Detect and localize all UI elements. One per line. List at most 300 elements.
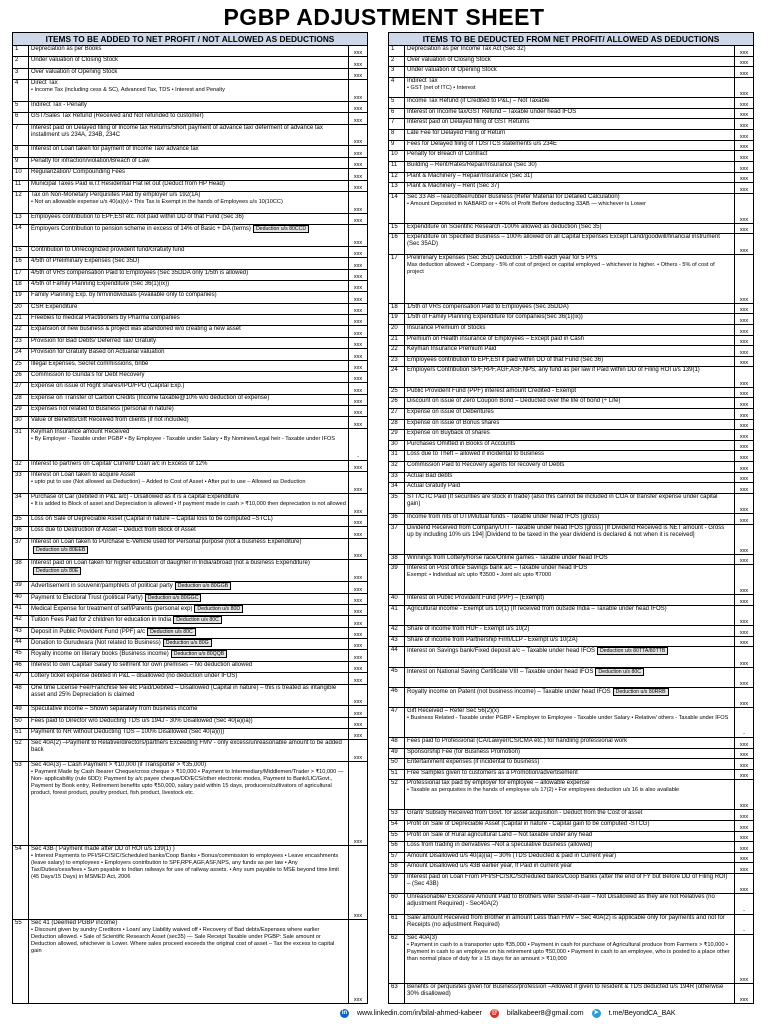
row-amount: xxx xyxy=(739,741,749,748)
row-main-text: Lottery ticket expense debited in P&L – disallowed (no deduction under IFOS) xyxy=(31,673,238,680)
row-number: 48 xyxy=(389,738,405,748)
row-amount: xxx xyxy=(739,598,749,605)
row-number: 10 xyxy=(389,151,405,161)
row-sub-points: Max deduction allowed: • Company - 5% of cost of project or capital employed – whichever is higher. • Others - 5% of cost of project xyxy=(407,261,715,275)
row-number: 17 xyxy=(13,270,29,280)
row-amount: xxx xyxy=(353,465,363,472)
row-main-text: Late Fee for Delayed Filing of Return xyxy=(407,130,506,136)
row-text xyxy=(405,67,735,77)
table-row xyxy=(13,181,367,192)
row-text xyxy=(405,749,735,759)
row-amount: xxx xyxy=(739,339,749,346)
row-amount: xxx xyxy=(353,73,363,80)
table-row xyxy=(389,708,753,738)
table-row xyxy=(389,462,753,473)
row-number: 36 xyxy=(13,527,29,537)
table-row xyxy=(389,935,753,984)
row-main-text: Income from nits of UTI/Mutual funds - Taxable under head IFOS (gross) xyxy=(407,514,600,521)
row-number: 2 xyxy=(389,57,405,67)
row-number: 50 xyxy=(13,718,29,728)
deduction-header: ITEMS TO BE DEDUCTED FROM NET PROFIT/ ALLOWED AS DEDUCTIONS xyxy=(389,33,753,46)
row-main-text: Professional tax paid by employer for employee – allowable expense xyxy=(407,780,590,787)
row-sub-points: • Interest Payments to PFI/SFC/SIC/Scheduled banks/Coop Banks • Bonus/commission to employees • Leave encashments (leave salary) to employees • Employers contribution to SPF,RPF,AGF,ASF,NPS, any funds as per law • Any Tax/Duties/cess/fees • Sum payable to Indian railways for use of railway assets. • Any sum payable to MSE beyond time limit (45 Days/15 Days) in MSMED Act, 2006 xyxy=(31,853,339,881)
row-amount: xxx xyxy=(739,154,749,161)
row-text xyxy=(29,225,349,246)
table-row xyxy=(13,192,367,214)
row-number: 19 xyxy=(389,314,405,324)
row-main-text: Value of Benefits/Gift Received from clients (if not included) xyxy=(31,417,189,424)
row-main-text: Over valuation of Closing Stock xyxy=(407,56,491,63)
row-main-text: Municipal Taxes Paid w.r.t Residential Flat let out (Deduct from HP Head) xyxy=(31,180,225,187)
table-row xyxy=(389,109,753,120)
row-amount: xxx xyxy=(353,162,363,169)
telegram-link[interactable]: t.me/BeyondCA_BAK xyxy=(608,1010,676,1017)
row-main-text: Grant/ Subsidy Received from Govt. for asset acquisition - Deduct from the Cost of asset xyxy=(407,810,643,817)
row-main-text: Interest on Public Provident Fund (PPF) – (Exempt) xyxy=(407,595,545,602)
row-amount: xxx xyxy=(739,476,749,483)
deduction-badge: Deduction u/s 80EEB xyxy=(33,546,88,554)
row-amount: xxx xyxy=(353,184,363,191)
row-text xyxy=(29,281,349,291)
row-number: 23 xyxy=(389,357,405,367)
row-text xyxy=(405,759,735,769)
row-number: 22 xyxy=(13,326,29,336)
row-number: 28 xyxy=(389,420,405,430)
row-number: 46 xyxy=(13,662,29,672)
row-main-text: Premium on Health insurance of Employees – Except paid in Cash xyxy=(407,335,585,342)
row-main-text: Advertisement in souvenir/pamphlets of political party xyxy=(31,583,173,590)
row-main-text: Indirect Tax - Penalty xyxy=(31,101,87,108)
row-number: 4 xyxy=(389,78,405,97)
row-text xyxy=(29,80,349,101)
row-text xyxy=(29,429,349,460)
row-text xyxy=(29,461,349,471)
table-row xyxy=(13,258,367,269)
row-text xyxy=(405,606,735,625)
row-main-text: Sec 33 AB –Tea/coffee/rubber Business (Refer Material for Detailed Calculation) xyxy=(407,193,620,200)
row-main-text: Fees for Delayed filing of TDS/TCS statements u/s 234E xyxy=(407,140,557,147)
row-amount: xxx xyxy=(353,319,363,326)
row-number: 41 xyxy=(13,605,29,615)
table-row xyxy=(13,639,367,650)
table-row xyxy=(389,441,753,452)
row-number: 20 xyxy=(13,304,29,314)
row-text xyxy=(405,688,735,707)
row-text xyxy=(405,367,735,386)
row-main-text: Interest paid on Loan From PFI/SFC/SIC/Scheduled banks/Coop Banks (after the end of FY but Before DD of Filing ROI) – (Sec 43B) xyxy=(407,874,728,887)
row-number: 56 xyxy=(389,842,405,852)
row-text xyxy=(29,146,349,156)
row-number: 20 xyxy=(389,325,405,335)
row-number: 40 xyxy=(389,595,405,605)
row-amount: xxx xyxy=(739,328,749,335)
row-text xyxy=(29,639,349,649)
row-main-text: Profit on Sale of Depreciable Asset (Capital in nature - Capital gain to be computed -STCG) xyxy=(407,820,650,827)
row-text xyxy=(405,810,735,820)
table-row xyxy=(389,78,753,98)
row-amount: xxx xyxy=(353,733,363,740)
row-text xyxy=(405,224,735,234)
row-text xyxy=(405,647,735,666)
row-amount: xxx xyxy=(739,997,749,1004)
row-main-text: Sec 43B ( Payment made after DD of ROI u/s 139(1) ) xyxy=(31,846,175,853)
row-text xyxy=(405,325,735,335)
row-main-text: 4/5th of Preliminary Expenses (Sec 35D) xyxy=(31,258,140,265)
table-row xyxy=(389,119,753,130)
table-row xyxy=(13,80,367,102)
row-text xyxy=(405,398,735,408)
row-text xyxy=(405,832,735,842)
row-number: 9 xyxy=(389,141,405,151)
row-text xyxy=(405,473,735,483)
table-row xyxy=(389,525,753,555)
table-row xyxy=(389,894,753,914)
row-number: 33 xyxy=(13,472,29,493)
row-text xyxy=(405,441,735,451)
row-main-text: Payment to Electoral Trust (political Party) xyxy=(31,594,143,601)
row-text xyxy=(405,409,735,419)
row-text xyxy=(29,527,349,537)
row-main-text: Penalty for Breach of Contract xyxy=(407,151,488,158)
row-amount: xxx xyxy=(353,609,363,616)
row-main-text: Share of income from Partnership Firm/LLP - Exempt u/s 10(2A) xyxy=(407,636,578,643)
row-main-text: 4/5th of Family Planning Expenditure (Sec 36(1)(ix)) xyxy=(31,280,170,287)
row-number: 9 xyxy=(13,158,29,168)
row-amount: xxx xyxy=(739,588,749,595)
row-number: 26 xyxy=(389,398,405,408)
row-text xyxy=(29,539,349,560)
row-amount: xxx xyxy=(353,330,363,337)
table-row xyxy=(13,920,367,1003)
row-amount: xxx xyxy=(353,308,363,315)
row-amount: xxx xyxy=(739,91,749,98)
row-sub-points: • Taxable as perquisites in the hands of employee u/s 17(2) • For employees deduction u/s 16 is also available xyxy=(407,787,680,794)
page-title: PGBP ADJUSTMENT SHEET xyxy=(223,4,545,30)
row-number: 30 xyxy=(13,417,29,427)
table-row xyxy=(13,685,367,707)
row-text xyxy=(29,181,349,191)
row-number: 46 xyxy=(389,688,405,707)
table-row xyxy=(389,357,753,368)
row-main-text: Sec 40A(3) – Cash Payment > ₹10,000 (if Transporter > ₹35,000) xyxy=(31,762,207,769)
table-row xyxy=(13,315,367,326)
table-row xyxy=(13,326,367,337)
row-amount: xxx xyxy=(739,762,749,769)
table-row xyxy=(13,472,367,494)
row-number: 19 xyxy=(13,292,29,302)
row-amount: xxx xyxy=(353,94,363,101)
row-main-text: Share of income from HUF - Exempt u/s 10(2) xyxy=(407,626,530,632)
row-number: 18 xyxy=(13,281,29,291)
row-main-text: Insurance Premium of Stocks xyxy=(407,324,486,331)
row-text xyxy=(405,668,735,687)
deduction-badge: Deduction u/s 80GGB xyxy=(175,582,231,590)
row-amount: xxx xyxy=(353,666,363,673)
row-text xyxy=(405,336,735,346)
row-text xyxy=(405,130,735,140)
table-row xyxy=(13,146,367,157)
table-row xyxy=(13,270,367,281)
row-main-text: Unreasonable/ Excessive Amount Paid to Brothers wife/ Sister-in-law – Not Disallowed as they are not Relatives (no adjustment Required) - Sec40A(2) xyxy=(407,894,715,908)
linkedin-icon: in xyxy=(341,1010,348,1016)
row-number: 18 xyxy=(389,304,405,314)
row-main-text: Interest to own Capital/ Salary to self/rent for own premises – No deduction allowed xyxy=(31,661,253,668)
row-amount: xxx xyxy=(353,996,363,1003)
table-row xyxy=(13,69,367,80)
row-text xyxy=(405,483,735,493)
table-row xyxy=(389,565,753,595)
row-amount: xxx xyxy=(353,710,363,717)
deduction-badge: Deduction u/s 80D xyxy=(194,605,243,613)
row-main-text: Over valuation of Opening Stock xyxy=(31,68,118,75)
row-text xyxy=(405,494,735,513)
deduction-badge: Deduction u/s 80QQB xyxy=(171,650,227,658)
row-amount: xxx xyxy=(353,173,363,180)
row-text xyxy=(405,863,735,873)
row-number: 32 xyxy=(13,461,29,471)
table-row xyxy=(13,125,367,147)
row-amount: xxx xyxy=(739,101,749,108)
table-row xyxy=(13,247,367,258)
row-main-text: Sponsorship Fee (for Business Promotion) xyxy=(407,748,521,755)
table-row xyxy=(13,461,367,472)
row-sub-points: • upto put to use (Not allowed as Deduction) – Added to Cost of Asset • After put to use – Allowed as Deduction xyxy=(31,479,306,486)
table-row xyxy=(389,367,753,387)
row-amount: xxx xyxy=(739,216,749,223)
row-main-text: Expense on Transfer of Carbon Credits (Income taxable@10% w/o deduction of expense) xyxy=(31,394,270,401)
add-back-header: ITEMS TO BE ADDED TO NET PROFIT / NOT ALLOWED AS DEDUCTIONS xyxy=(13,33,367,46)
row-amount: xxx xyxy=(353,410,363,417)
row-text xyxy=(405,314,735,324)
row-number: 30 xyxy=(389,441,405,451)
row-number: 63 xyxy=(389,984,405,1003)
row-text xyxy=(405,821,735,831)
row-number: 21 xyxy=(13,315,29,325)
row-text xyxy=(29,594,349,604)
row-main-text: Donation to Gurudwara (Not related to Business) xyxy=(31,640,161,647)
row-main-text: 1/5th of Family Planning Expenditure for companies(Sec 36(1)(ix)) xyxy=(407,314,583,321)
telegram-icon: ➤ xyxy=(593,1010,599,1016)
row-amount: xxx xyxy=(353,364,363,371)
row-number: 34 xyxy=(13,494,29,515)
row-amount: xxx xyxy=(353,620,363,627)
table-row xyxy=(389,780,753,810)
row-number: 27 xyxy=(389,409,405,419)
row-amount: xxx xyxy=(353,262,363,269)
row-number: 21 xyxy=(389,336,405,346)
row-amount: xxx xyxy=(739,165,749,172)
table-row xyxy=(389,57,753,68)
linkedin-link[interactable]: www.linkedin.com/in/bilal-ahmed-kabeer xyxy=(357,1010,482,1017)
row-number: 43 xyxy=(389,637,405,647)
table-row xyxy=(389,494,753,514)
row-number: 8 xyxy=(389,130,405,140)
row-amount: xxx xyxy=(353,912,363,919)
row-sub-points: • Business Related - Taxable under PGBP • Employer to Employee - Taxable under Salary • Relative/ others - Taxable under IFOS xyxy=(407,715,729,721)
row-amount: xxx xyxy=(739,486,749,493)
row-number: 44 xyxy=(13,639,29,649)
row-amount: xxx xyxy=(739,360,749,367)
row-text xyxy=(405,151,735,161)
row-number: 32 xyxy=(389,462,405,472)
row-main-text: Regularization/ Compounding Fees xyxy=(31,169,126,176)
row-number: 1 xyxy=(13,46,29,56)
row-number: 47 xyxy=(389,708,405,737)
row-amount: xxx xyxy=(739,803,749,810)
row-sub-points: • Not an allowable expense u/s 40(a)(v) • This Tax is Exempt in the hands of Employees u/s 10(10CC) xyxy=(31,198,283,205)
row-text xyxy=(405,234,735,253)
row-amount: xxx xyxy=(739,856,749,863)
table-row xyxy=(13,673,367,684)
table-row xyxy=(389,420,753,431)
table-row xyxy=(13,158,367,169)
table-row xyxy=(13,650,367,661)
row-text xyxy=(405,770,735,780)
table-row xyxy=(13,349,367,360)
row-main-text: Purchase of Car (debited in P&L a/c) - Disallowed as it is a capital Expenditure xyxy=(31,494,240,501)
row-text xyxy=(29,560,349,581)
row-number: 55 xyxy=(13,920,29,1003)
row-text xyxy=(405,626,735,636)
table-row xyxy=(13,169,367,180)
row-main-text: Interest paid on Loan taken for higher education of daughter in India/abroad (not a business Expenditure) xyxy=(31,560,310,567)
row-number: 44 xyxy=(389,647,405,666)
table-row xyxy=(389,304,753,315)
row-amount: xxx xyxy=(739,558,749,565)
row-number: 6 xyxy=(389,109,405,119)
row-amount: xxx xyxy=(353,61,363,68)
row-text xyxy=(29,361,349,371)
row-main-text: Purchases Omitted in Books of Accounts xyxy=(407,440,516,447)
row-text xyxy=(29,372,349,382)
row-text xyxy=(29,406,349,416)
row-number: 16 xyxy=(389,234,405,253)
row-amount: xxx xyxy=(739,976,749,983)
table-row xyxy=(13,361,367,372)
table-row xyxy=(389,346,753,357)
deduction-badge: Deduction u/s 80E xyxy=(33,567,81,575)
row-main-text: Indirect Tax xyxy=(407,77,438,84)
table-row xyxy=(389,810,753,821)
row-text xyxy=(405,595,735,605)
table-row xyxy=(389,183,753,194)
row-number: 39 xyxy=(389,565,405,594)
row-main-text: Interest to partners on Capital/ Current/ Loan a/c in Excess of 12% xyxy=(31,460,208,467)
table-row xyxy=(389,555,753,566)
table-row xyxy=(389,595,753,606)
table-row xyxy=(389,430,753,441)
table-row xyxy=(389,874,753,894)
row-amount: xxx xyxy=(353,387,363,394)
row-main-text: Commission to Gunda's for Debt Recovery xyxy=(31,371,145,378)
table-row xyxy=(389,98,753,109)
row-amount: xxx xyxy=(739,186,749,193)
row-amount: xxx xyxy=(739,640,749,647)
table-row xyxy=(389,668,753,688)
row-amount: xxx xyxy=(739,412,749,419)
row-text xyxy=(29,214,349,224)
row-text xyxy=(405,46,735,56)
row-text xyxy=(405,98,735,108)
add-back-column xyxy=(12,32,368,1004)
row-number: 25 xyxy=(389,388,405,398)
row-main-text: Penalty for infraction/violation/Breach of Law xyxy=(31,157,150,164)
row-text xyxy=(29,920,349,1003)
row-amount: xxx xyxy=(353,251,363,258)
table-row xyxy=(13,662,367,673)
row-main-text: Preliminary Expenses (Sec 35D) Deduction :- 1/5th each year for 5 PYs xyxy=(407,254,598,261)
row-number: 49 xyxy=(13,706,29,716)
table-row xyxy=(389,388,753,399)
row-number: 45 xyxy=(389,668,405,687)
table-row xyxy=(389,637,753,648)
row-amount: xxx xyxy=(353,239,363,246)
table-row xyxy=(13,102,367,113)
row-text xyxy=(405,430,735,440)
row-main-text: Fees paid to Director w/o Deducting TDS u/s 194J - 30% Disallowed (Sec 40(a)(ia)) xyxy=(31,717,253,724)
row-text xyxy=(29,417,349,427)
row-main-text: Actual Gratuity Paid xyxy=(407,483,461,490)
table-row xyxy=(13,628,367,639)
table-row xyxy=(13,372,367,383)
row-number: 4 xyxy=(13,80,29,101)
row-number: 37 xyxy=(389,525,405,554)
row-amount: xxx xyxy=(353,376,363,383)
row-main-text: Amount Disallowed u/s 43B earlier year, If Paid in current year xyxy=(407,863,573,870)
row-main-text: Contribution to Unrecognized provident fund/Gratuity fund xyxy=(31,246,185,253)
row-amount: xxx xyxy=(739,845,749,852)
row-amount: xxx xyxy=(739,423,749,430)
table-row xyxy=(13,846,367,920)
row-number: 24 xyxy=(389,367,405,386)
email-link[interactable]: bilalkabeer8@gmail.com xyxy=(506,1010,584,1017)
row-sub-points: • Payment Made by Cash /bearer Cheque/cross cheque > ₹10,000 • Payment to Intermediary/Middlemen/Trader > ₹10,000 — Non- applicability (rule 6DD): Payment by a/c payee cheque/DD/ECS/other electronic modes, Payment to Bank/LIC/Govt., Payment by Book entry, Retirement benefits upto ₹50,000, salary paid within 15 days, producers/cultivators of agricultural product, forest product, poultry product, fish product, livestock etc. xyxy=(31,769,344,797)
row-text xyxy=(29,846,349,919)
row-sub-points: Exempt: • Individual a/c upto ₹3500 • Joint a/c upto ₹7000 xyxy=(407,572,552,579)
row-amount: xxx xyxy=(739,629,749,636)
row-main-text: Under valuation of Opening Stock xyxy=(407,67,497,74)
row-text xyxy=(405,984,735,1003)
row-number: 7 xyxy=(389,119,405,129)
row-text xyxy=(405,637,735,647)
table-row xyxy=(13,605,367,616)
row-main-text: Payment to NR without Deducting TDS – 100% Disallowed (Sec 40(a)(i)) xyxy=(31,729,225,736)
row-text xyxy=(29,729,349,739)
row-sub-points: • By Employer - Taxable under PGBP • By Employee - Taxable under Salary • By Nominee/Legal heir - Taxable under IFOS xyxy=(31,435,335,442)
row-main-text: Loss on Sale of Depreciable Asset (Capital in nature – Capital loss to be computed –STCL) xyxy=(31,515,273,522)
row-text xyxy=(29,762,349,845)
row-text xyxy=(29,650,349,660)
table-row xyxy=(389,626,753,637)
row-amount: xxx xyxy=(739,517,749,524)
row-main-text: Interest on Loan taken for payment of Income Tax/ advance tax xyxy=(31,146,199,153)
row-main-text: Plant & Machinery – Rent (Sec 37) xyxy=(407,183,500,190)
row-number: 54 xyxy=(389,821,405,831)
row-main-text: Interest on Income tax/GST Refund – Taxable under head IFOS xyxy=(407,108,577,115)
table-row xyxy=(13,383,367,394)
row-number: 60 xyxy=(389,894,405,913)
row-text xyxy=(29,125,349,146)
row-text xyxy=(405,780,735,809)
row-amount: xxx xyxy=(353,285,363,292)
row-amount: xxx xyxy=(739,547,749,554)
table-row xyxy=(13,616,367,627)
row-number: 51 xyxy=(13,729,29,739)
row-main-text: Interest on Savings bank/Fixed deposit a/c – Taxable under head IFOS xyxy=(407,648,596,655)
row-amount: xxx xyxy=(739,133,749,140)
row-main-text: Royalty income on Patent (not business income) – Taxable under head IFOS xyxy=(407,688,611,695)
row-amount: xxx xyxy=(739,660,749,667)
